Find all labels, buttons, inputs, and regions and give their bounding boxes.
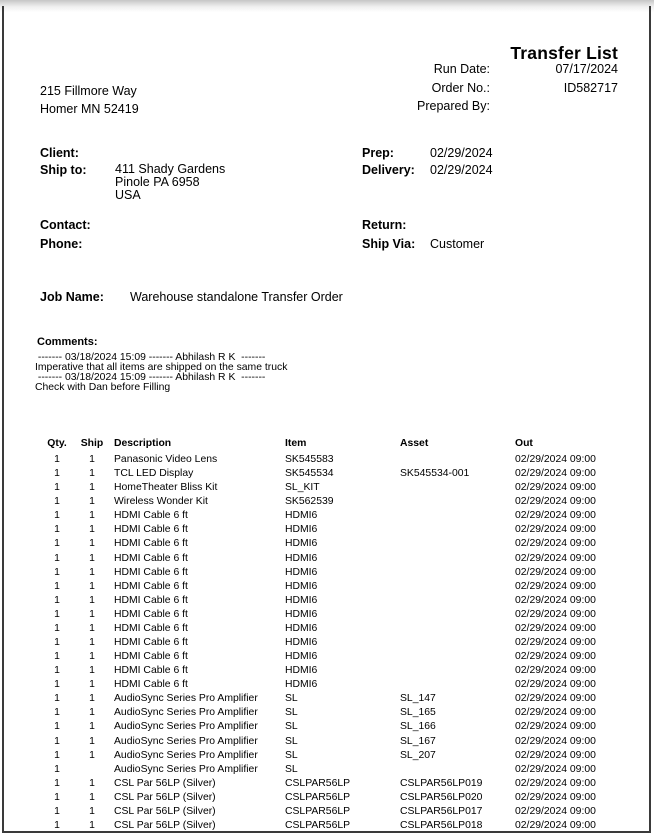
cell-ship: 1 xyxy=(89,721,95,733)
cell-description: CSL Par 56LP (Silver) xyxy=(114,805,216,817)
cell-ship: 1 xyxy=(89,566,95,578)
cell-item: HDMI6 xyxy=(285,622,318,634)
ship-via-value: Customer xyxy=(430,237,485,251)
cell-item: HDMI6 xyxy=(285,510,318,522)
cell-asset xyxy=(400,509,515,523)
prep-value: 02/29/2024 xyxy=(430,146,493,160)
cell-ship xyxy=(70,763,114,777)
cell-description: HDMI Cable 6 ft xyxy=(114,566,188,578)
client-row xyxy=(40,146,115,160)
ship-to-label: Ship to: xyxy=(40,163,87,177)
cell-qty: 1 xyxy=(54,594,60,606)
cell-asset xyxy=(400,495,515,509)
cell-qty: 1 xyxy=(54,791,60,803)
page-border-left xyxy=(2,6,4,833)
cell-item: SL_KIT xyxy=(285,482,320,494)
cell-qty: 1 xyxy=(54,622,60,634)
table-row xyxy=(44,706,618,720)
cell-ship: 1 xyxy=(89,552,95,564)
cell-asset xyxy=(400,552,515,566)
col-header-description: Description xyxy=(114,438,172,449)
cell-ship: 1 xyxy=(89,791,95,803)
job-name-value: Warehouse standalone Transfer Order xyxy=(130,290,343,304)
cell-out: 02/29/2024 09:00 xyxy=(515,665,596,677)
cell-description: AudioSync Series Pro Amplifier xyxy=(114,735,258,747)
items-table-header xyxy=(44,437,618,453)
cell-qty: 1 xyxy=(54,524,60,536)
cell-out: 02/29/2024 09:00 xyxy=(515,496,596,508)
table-row xyxy=(44,692,618,706)
cell-out: 02/29/2024 09:00 xyxy=(515,735,596,747)
cell-asset xyxy=(400,580,515,594)
cell-ship: 1 xyxy=(89,665,95,677)
cell-item: SK545534 xyxy=(285,468,334,480)
order-no-value: ID582717 xyxy=(563,80,618,95)
delivery-row xyxy=(362,163,493,177)
table-row xyxy=(44,749,618,763)
cell-qty: 1 xyxy=(54,721,60,733)
cell-out: 02/29/2024 09:00 xyxy=(515,763,596,775)
cell-ship: 1 xyxy=(89,735,95,747)
cell-ship: 1 xyxy=(89,454,95,465)
cell-out: 02/29/2024 09:00 xyxy=(515,608,596,620)
job-name-label: Job Name: xyxy=(40,290,104,304)
cell-item: HDMI6 xyxy=(285,651,318,663)
cell-item: CSLPAR56LP xyxy=(285,820,351,832)
cell-ship: 1 xyxy=(89,749,95,761)
table-row xyxy=(44,537,618,551)
cell-asset: SL_166 xyxy=(400,721,436,733)
run-meta-block xyxy=(348,62,618,118)
table-row xyxy=(44,495,618,509)
cell-description: AudioSync Series Pro Amplifier xyxy=(114,749,258,761)
cell-description: HDMI Cable 6 ft xyxy=(114,538,188,550)
cell-item: HDMI6 xyxy=(285,608,318,620)
comments-label: Comments: xyxy=(37,336,98,348)
cell-out: 02/29/2024 09:00 xyxy=(515,805,596,817)
table-row xyxy=(44,777,618,791)
cell-item: HDMI6 xyxy=(285,594,318,606)
contact-label: Contact: xyxy=(40,218,91,232)
cell-out: 02/29/2024 09:00 xyxy=(515,454,596,465)
cell-item: SL xyxy=(285,735,298,747)
cell-out: 02/29/2024 09:00 xyxy=(515,637,596,649)
cell-description: HDMI Cable 6 ft xyxy=(114,665,188,677)
cell-description: CSL Par 56LP (Silver) xyxy=(114,791,216,803)
table-row xyxy=(44,636,618,650)
cell-ship: 1 xyxy=(89,538,95,550)
cell-description: HDMI Cable 6 ft xyxy=(114,552,188,564)
cell-out: 02/29/2024 09:00 xyxy=(515,524,596,536)
cell-ship: 1 xyxy=(89,777,95,789)
cell-description: AudioSync Series Pro Amplifier xyxy=(114,763,258,775)
col-header-out: Out xyxy=(515,438,533,449)
cell-asset xyxy=(400,650,515,664)
cell-ship: 1 xyxy=(89,805,95,817)
cell-description: Wireless Wonder Kit xyxy=(114,496,208,508)
cell-item: CSLPAR56LP xyxy=(285,791,351,803)
col-header-qty: Qty. xyxy=(47,438,67,449)
col-header-item: Item xyxy=(285,438,307,449)
cell-ship: 1 xyxy=(89,468,95,480)
company-address xyxy=(40,82,139,118)
cell-qty: 1 xyxy=(54,679,60,691)
cell-out: 02/29/2024 09:00 xyxy=(515,482,596,494)
cell-out: 02/29/2024 09:00 xyxy=(515,679,596,691)
table-row xyxy=(44,467,618,481)
cell-item: HDMI6 xyxy=(285,538,318,550)
cell-description: HDMI Cable 6 ft xyxy=(114,580,188,592)
cell-description: CSL Par 56LP (Silver) xyxy=(114,777,216,789)
prepared-by-label: Prepared By: xyxy=(417,99,490,113)
cell-out: 02/29/2024 09:00 xyxy=(515,552,596,564)
ship-to-address xyxy=(115,163,225,202)
cell-ship: 1 xyxy=(89,580,95,592)
cell-ship: 1 xyxy=(89,637,95,649)
cell-ship: 1 xyxy=(89,524,95,536)
cell-out: 02/29/2024 09:00 xyxy=(515,777,596,789)
cell-description: HDMI Cable 6 ft xyxy=(114,637,188,649)
cell-item: HDMI6 xyxy=(285,665,318,677)
cell-qty: 1 xyxy=(54,566,60,578)
cell-item: HDMI6 xyxy=(285,566,318,578)
cell-description: Panasonic Video Lens xyxy=(114,454,218,465)
cell-qty: 1 xyxy=(54,468,60,480)
ship-via-label: Ship Via: xyxy=(362,237,416,251)
cell-out: 02/29/2024 09:00 xyxy=(515,651,596,663)
cell-description: HDMI Cable 6 ft xyxy=(114,608,188,620)
ship-to-line3: USA xyxy=(115,188,141,202)
cell-qty: 1 xyxy=(54,482,60,494)
table-row xyxy=(44,678,618,692)
comments-block xyxy=(35,353,287,393)
cell-ship: 1 xyxy=(89,693,95,705)
cell-item: SL xyxy=(285,693,298,705)
cell-qty: 1 xyxy=(54,651,60,663)
table-row xyxy=(44,791,618,805)
order-no-row xyxy=(348,81,618,100)
cell-qty: 1 xyxy=(54,454,60,465)
return-row xyxy=(362,218,430,232)
cell-qty: 1 xyxy=(54,763,60,775)
cell-qty: 1 xyxy=(54,777,60,789)
comment-line: ------- 03/18/2024 15:09 ------- Abhilash R K ------- xyxy=(35,352,266,363)
table-row xyxy=(44,608,618,622)
cell-ship: 1 xyxy=(89,496,95,508)
run-date-row xyxy=(348,62,618,81)
table-row xyxy=(44,580,618,594)
cell-ship: 1 xyxy=(89,679,95,691)
cell-qty: 1 xyxy=(54,637,60,649)
page-title: Transfer List xyxy=(510,43,618,63)
table-row xyxy=(44,819,618,833)
cell-asset: SL_165 xyxy=(400,707,436,719)
cell-asset xyxy=(400,763,515,777)
cell-qty: 1 xyxy=(54,665,60,677)
cell-item: SK562539 xyxy=(285,496,334,508)
cell-asset xyxy=(400,453,515,467)
cell-ship: 1 xyxy=(89,594,95,606)
cell-qty: 1 xyxy=(54,496,60,508)
page-top-shadow xyxy=(0,0,654,12)
items-table-body xyxy=(44,453,618,833)
cell-qty: 1 xyxy=(54,608,60,620)
cell-asset: SL_167 xyxy=(400,735,436,747)
col-header-asset: Asset xyxy=(400,438,429,449)
delivery-value: 02/29/2024 xyxy=(430,163,493,177)
cell-description: AudioSync Series Pro Amplifier xyxy=(114,721,258,733)
table-row xyxy=(44,622,618,636)
cell-asset xyxy=(400,664,515,678)
cell-qty: 1 xyxy=(54,693,60,705)
cell-item: CSLPAR56LP xyxy=(285,805,351,817)
cell-description: TCL LED Display xyxy=(114,468,194,480)
cell-out: 02/29/2024 09:00 xyxy=(515,791,596,803)
cell-out: 02/29/2024 09:00 xyxy=(515,468,596,480)
cell-out: 02/29/2024 09:00 xyxy=(515,594,596,606)
cell-qty: 1 xyxy=(54,707,60,719)
table-row xyxy=(44,453,618,467)
cell-item: HDMI6 xyxy=(285,679,318,691)
run-date-value: 07/17/2024 xyxy=(555,62,618,76)
cell-qty: 1 xyxy=(54,805,60,817)
cell-item: HDMI6 xyxy=(285,637,318,649)
table-row xyxy=(44,552,618,566)
items-table xyxy=(44,437,618,833)
table-row xyxy=(44,664,618,678)
prepared-by-row xyxy=(348,99,618,118)
table-row xyxy=(44,566,618,580)
cell-description: HDMI Cable 6 ft xyxy=(114,622,188,634)
cell-qty: 1 xyxy=(54,735,60,747)
company-address-line2: Homer MN 52419 xyxy=(40,102,139,116)
cell-asset: SL_207 xyxy=(400,749,436,761)
cell-description: HDMI Cable 6 ft xyxy=(114,510,188,522)
table-row xyxy=(44,650,618,664)
cell-description: HDMI Cable 6 ft xyxy=(114,594,188,606)
cell-asset xyxy=(400,481,515,495)
ship-via-row xyxy=(362,237,484,251)
table-row xyxy=(44,805,618,819)
cell-out: 02/29/2024 09:00 xyxy=(515,622,596,634)
cell-out: 02/29/2024 09:00 xyxy=(515,580,596,592)
page-border-right xyxy=(649,6,651,833)
cell-asset: SK545534-001 xyxy=(400,468,470,480)
cell-qty: 1 xyxy=(54,510,60,522)
phone-label: Phone: xyxy=(40,237,83,251)
company-address-line1: 215 Fillmore Way xyxy=(40,84,137,98)
cell-out: 02/29/2024 09:00 xyxy=(515,566,596,578)
cell-item: CSLPAR56LP xyxy=(285,777,351,789)
ship-to-row xyxy=(40,163,225,202)
cell-item: SL xyxy=(285,707,298,719)
comment-line: Check with Dan before Filling xyxy=(35,382,171,393)
cell-description: HDMI Cable 6 ft xyxy=(114,679,188,691)
cell-out: 02/29/2024 09:00 xyxy=(515,721,596,733)
order-no-label: Order No.: xyxy=(431,80,490,95)
cell-description: AudioSync Series Pro Amplifier xyxy=(114,707,258,719)
cell-item: SL xyxy=(285,749,298,761)
job-name-row xyxy=(40,290,343,304)
cell-item: HDMI6 xyxy=(285,580,318,592)
prep-row xyxy=(362,146,493,160)
header-row xyxy=(44,437,618,453)
cell-qty: 1 xyxy=(54,749,60,761)
cell-asset xyxy=(400,537,515,551)
cell-qty: 1 xyxy=(54,820,60,832)
delivery-label: Delivery: xyxy=(362,163,415,177)
cell-out: 02/29/2024 09:00 xyxy=(515,693,596,705)
cell-ship: 1 xyxy=(89,608,95,620)
cell-qty: 1 xyxy=(54,552,60,564)
cell-asset xyxy=(400,678,515,692)
cell-out: 02/29/2024 09:00 xyxy=(515,820,596,832)
comment-line: Imperative that all items are shipped on the same truck xyxy=(35,362,288,373)
table-row xyxy=(44,735,618,749)
cell-out: 02/29/2024 09:00 xyxy=(515,707,596,719)
ship-to-line2: Pinole PA 6958 xyxy=(115,175,200,189)
cell-asset xyxy=(400,622,515,636)
prep-label: Prep: xyxy=(362,146,394,160)
cell-out: 02/29/2024 09:00 xyxy=(515,538,596,550)
cell-asset xyxy=(400,608,515,622)
cell-out: 02/29/2024 09:00 xyxy=(515,510,596,522)
cell-asset: CSLPAR56LP020 xyxy=(400,791,483,803)
phone-row xyxy=(40,237,115,251)
cell-ship: 1 xyxy=(89,820,95,832)
cell-out: 02/29/2024 09:00 xyxy=(515,749,596,761)
cell-ship: 1 xyxy=(89,651,95,663)
cell-ship: 1 xyxy=(89,707,95,719)
cell-asset xyxy=(400,636,515,650)
cell-asset: CSLPAR56LP019 xyxy=(400,777,483,789)
cell-description: AudioSync Series Pro Amplifier xyxy=(114,693,258,705)
client-label: Client: xyxy=(40,146,79,160)
cell-item: HDMI6 xyxy=(285,524,318,536)
cell-description: CSL Par 56LP (Silver) xyxy=(114,820,216,832)
table-row xyxy=(44,763,618,777)
contact-row xyxy=(40,218,115,232)
return-label: Return: xyxy=(362,218,407,232)
cell-asset: CSLPAR56LP018 xyxy=(400,820,483,832)
cell-qty: 1 xyxy=(54,538,60,550)
cell-ship: 1 xyxy=(89,510,95,522)
table-row xyxy=(44,509,618,523)
cell-qty: 1 xyxy=(54,580,60,592)
ship-to-line1: 411 Shady Gardens xyxy=(115,162,226,176)
cell-asset xyxy=(400,594,515,608)
cell-ship: 1 xyxy=(89,482,95,494)
cell-ship: 1 xyxy=(89,622,95,634)
table-row xyxy=(44,523,618,537)
cell-asset: SL_147 xyxy=(400,693,436,705)
cell-description: HDMI Cable 6 ft xyxy=(114,524,188,536)
run-date-label: Run Date: xyxy=(433,62,490,76)
cell-item: SL xyxy=(285,721,298,733)
table-row xyxy=(44,481,618,495)
cell-item: SK545583 xyxy=(285,454,334,465)
table-row xyxy=(44,720,618,734)
table-row xyxy=(44,594,618,608)
cell-asset: CSLPAR56LP017 xyxy=(400,805,483,817)
cell-item: SL xyxy=(285,763,298,775)
comment-line: ------- 03/18/2024 15:09 ------- Abhilash R K ------- xyxy=(35,372,266,383)
cell-description: HomeTheater Bliss Kit xyxy=(114,482,218,494)
cell-item: HDMI6 xyxy=(285,552,318,564)
cell-asset xyxy=(400,566,515,580)
cell-description: HDMI Cable 6 ft xyxy=(114,651,188,663)
col-header-ship: Ship xyxy=(80,438,104,449)
cell-asset xyxy=(400,523,515,537)
